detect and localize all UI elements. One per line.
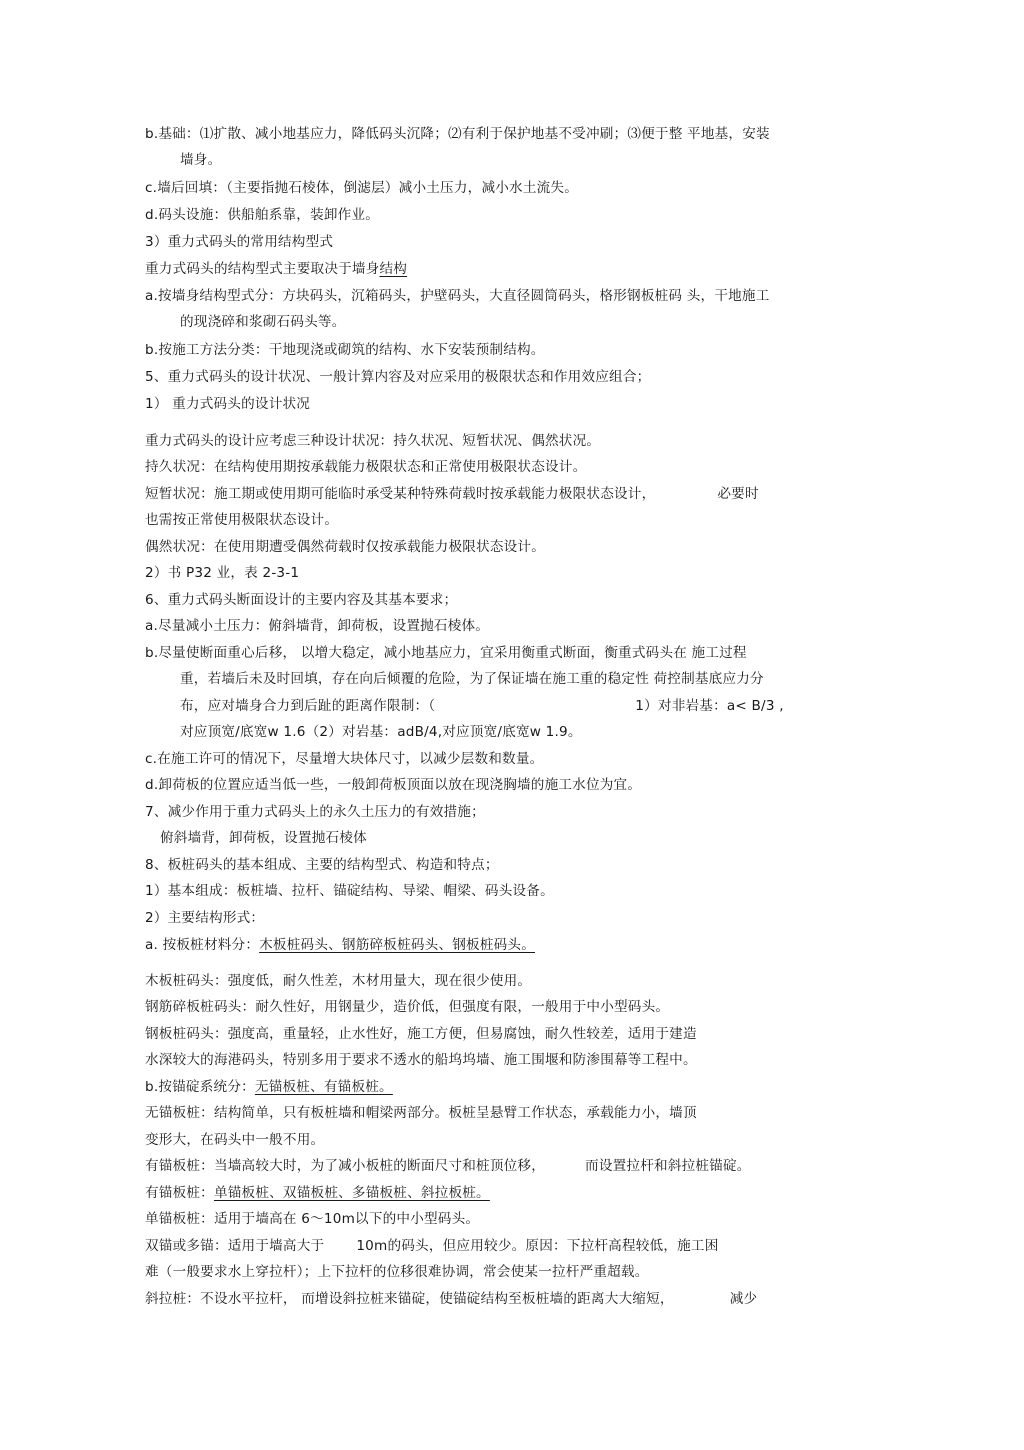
underlined-fragment: 结构 [379,261,408,277]
text-line: 变形大，在码头中一般不用。 [145,1132,325,1148]
text-line: b.尽量使断面重心后移， 以增大稳定，减小地基应力，宜采用衡重式断面，衡重式码头在 施工过程 [145,645,747,661]
text-line [145,1289,757,1309]
text-line: 7、减少作用于重力式码头上的永久土压力的有效措施； [145,804,485,820]
text-line: 钢板桩码头：强度高，重量轻，止水性好，施工方便，但易腐蚀，耐久性较差，适用于建造 [145,1026,697,1042]
text-line: 1）基本组成：板桩墙、拉杆、锚碇结构、导梁、帽梁、码头设备。 [145,883,554,899]
text-fragment: 斜拉桩：不设水平拉杆， 而增设斜拉桩来锚碇，使锚碇结构至板桩墙的距离大大缩短， [145,1291,674,1307]
text-fragment: b.按锚碇系统分： [145,1079,255,1095]
text-fragment: 双锚或多锚：适用于墙高大于 [145,1238,325,1254]
text-fragment: 有锚板桩： [145,1185,214,1201]
text-line: 对应顶宽/底宽w 1.6（2）对岩基：adB/4,对应顶宽/底宽w 1.9。 [180,724,582,740]
underlined-fragment: 无锚板桩、有锚板桩。 [254,1079,393,1095]
text-line: 1） 重力式码头的设计状况 [145,396,311,412]
text-fragment: 短暂状况：施工期或使用期可能临时承受某种特殊荷载时按承载能力极限状态设计， [145,486,656,502]
text-line [145,1236,719,1256]
text-line: 6、重力式码头断面设计的主要内容及其基本要求； [145,592,458,608]
text-line: 也需按正常使用极限状态设计。 [145,512,339,528]
text-line: 的现浇碎和浆砌石码头等。 [180,314,346,330]
text-fragment: 10m的码头，但应用较少。原因：下拉杆高程较低，施工困 [356,1238,719,1254]
text-fragment: 有锚板桩：当墙高较大时，为了减小板桩的断面尺寸和桩顶位移， [145,1158,546,1174]
text-line: d.卸荷板的位置应适当低一些，一般卸荷板顶面以放在现浇胸墙的施工水位为宜。 [145,777,642,793]
text-line: c.在施工许可的情况下，尽量增大块体尺寸，以减少层数和数量。 [145,751,544,767]
text-fragment: 减少 [729,1291,758,1307]
text-line [145,1077,393,1097]
text-line: 2）主要结构形式： [145,910,265,926]
text-line: b.基础：⑴扩散、减小地基应力，降低码头沉降；⑵有利于保护地基不受冲刷；⑶便于整 平地基，安装 [145,126,770,142]
text-line: c.墙后回填：（主要指抛石棱体，倒滤层）减小土压力，减小水土流失。 [145,180,578,196]
underlined-fragment: 木板桩码头、钢筋碎板桩码头、钢板桩码头。 [259,937,536,953]
text-line: 2）书 P32 业，表 2-3-1 [145,565,300,581]
text-line: 俯斜墙背，卸荷板，设置抛石棱体 [160,830,367,846]
text-line: 重力式码头的设计应考虑三种设计状况：持久状况、短暂状况、偶然状况。 [145,433,601,449]
text-line [145,935,535,955]
text-fragment: 必要时 [717,486,759,502]
text-line: 墙身。 [180,152,222,168]
text-line: 水深较大的海港码头，特别多用于要求不透水的船坞坞墙、施工围堰和防渗围幕等工程中。 [145,1052,697,1068]
text-line [180,696,784,716]
text-line: 8、板桩码头的基本组成、主要的结构型式、构造和特点； [145,857,499,873]
text-fragment: 而设置拉杆和斜拉桩锚碇。 [585,1158,751,1174]
text-fragment: 1）对非岩基：a< B/3 , [635,698,784,714]
text-line: 5、重力式码头的设计状况、一般计算内容及对应采用的极限状态和作用效应组合； [145,369,651,385]
text-line: 偶然状况：在使用期遭受偶然荷载时仅按承载能力极限状态设计。 [145,539,546,555]
text-fragment: 重力式码头的结构型式主要取决于墙身 [145,261,380,277]
text-line: d.码头设施：供船舶系靠，装卸作业。 [145,207,380,223]
text-line: 持久状况：在结构使用期按承载能力极限状态和正常使用极限状态设计。 [145,459,587,475]
text-line: 无锚板桩：结构简单，只有板桩墙和帽梁两部分。板桩呈悬臂工作状态，承载能力小，墙顶 [145,1105,697,1121]
text-line [145,484,759,504]
text-line: 单锚板桩：适用于墙高在 6～10m以下的中小型码头。 [145,1211,480,1227]
text-line: 3）重力式码头的常用结构型式 [145,234,334,250]
text-line: a.按墙身结构型式分：方块码头，沉箱码头，护壁码头，大直径圆筒码头，格形钢板桩码 头，干地施工 [145,288,770,304]
text-line: 重，若墙后未及时回填，存在向后倾覆的危险，为了保证墙在施工重的稳定性 荷控制基底应力分 [180,671,764,687]
text-line [145,259,407,279]
text-fragment: 布，应对墙身合力到后趾的距离作限制：（ [180,698,436,714]
text-line: 钢筋碎板桩码头：耐久性好，用钢量少，造价低，但强度有限，一般用于中小型码头。 [145,999,670,1015]
text-fragment: a. 按板桩材料分： [145,937,260,953]
text-line: 木板桩码头：强度低，耐久性差，木材用量大，现在很少使用。 [145,973,532,989]
text-line: b.按施工方法分类：干地现浇或砌筑的结构、水下安装预制结构。 [145,342,545,358]
text-line [145,1156,751,1176]
text-line: a.尽量减小土压力：俯斜墙背，卸荷板，设置抛石棱体。 [145,618,490,634]
text-line [145,1183,490,1203]
text-line: 难（一般要求水上穿拉杆）；上下拉杆的位移很难协调，常会使某一拉杆严重超载。 [145,1264,649,1280]
underlined-fragment: 单锚板桩、双锚板桩、多锚板桩、斜拉板桩。 [213,1185,490,1201]
